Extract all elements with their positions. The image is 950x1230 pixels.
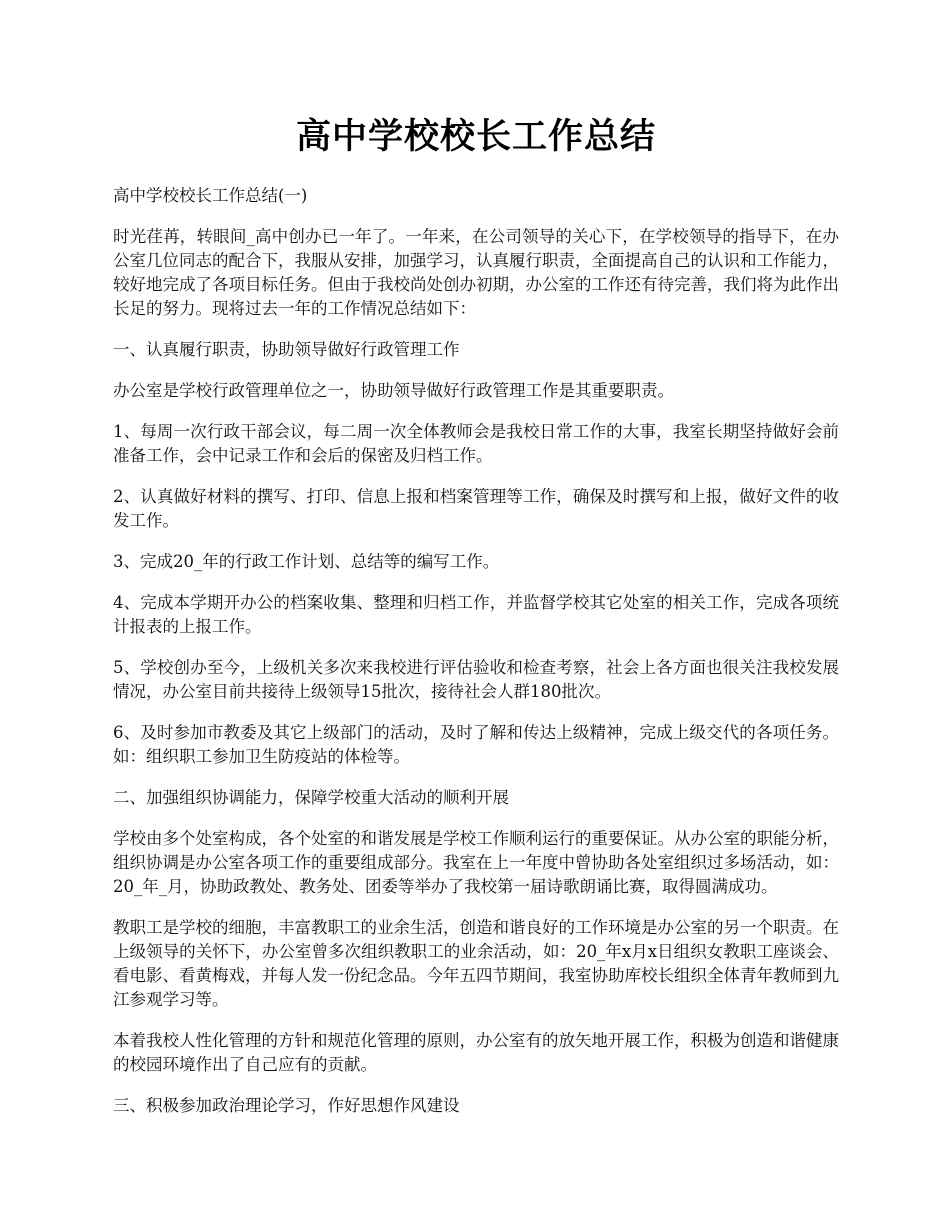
document-body [113,225,839,1118]
paragraph: 3、完成20_年的行政工作计划、总结等的编写工作。 [113,552,500,571]
paragraph: 办公室是学校行政管理单位之一，协助领导做好行政管理工作是其重要职责。 [113,381,674,400]
document-subtitle: 高中学校校长工作总结(一) [113,186,308,205]
paragraph: 学校由多个处室构成，各个处室的和谐发展是学校工作顺利运行的重要保证。从办公室的职能分析，组织协调是办公室各项工作的重要组成部分。我室在上一年度中曾协助各处室组织过多场活动，如：20_年_月，协助政教处、教务处、团委等举办了我校第一届诗歌朗诵比赛，取得圆满成功。 [113,829,839,896]
paragraph: 2、认真做好材料的撰写、打印、信息上报和档案管理等工作，确保及时撰写和上报，做好文件的收发工作。 [113,487,839,530]
paragraph: 5、学校创办至今，上级机关多次来我校进行评估验收和检查考察，社会上各方面也很关注我校发展情况，办公室目前共接待上级领导15批次，接待社会人群180批次。 [113,658,839,701]
paragraph: 4、完成本学期开办公的档案收集、整理和归档工作，并监督学校其它处室的相关工作，完成各项统计报表的上报工作。 [113,593,839,636]
paragraph: 1、每周一次行政干部会议，每二周一次全体教师会是我校日常工作的大事，我室长期坚持做好会前准备工作，会中记录工作和会后的保密及归档工作。 [113,422,839,465]
section-heading: 二、加强组织协调能力，保障学校重大活动的顺利开展 [113,788,509,807]
paragraph: 教职工是学校的细胞，丰富教职工的业余生活，创造和谐良好的工作环境是办公室的另一个职责。在上级领导的关怀下，办公室曾多次组织教职工的业余活动，如：20_年x月x日组织女教职工座谈会、看电影、看黄梅戏，并每人发一份纪念品。今年五四节期间，我室协助库校长组织全体青年教师到九江参观学习等。 [113,918,839,1009]
paragraph: 6、及时参加市教委及其它上级部门的活动，及时了解和传达上级精神，完成上级交代的各项任务。如：组织职工参加卫生防疫站的体检等。 [113,723,839,766]
paragraph: 时光荏苒，转眼间_高中创办已一年了。一年来，在公司领导的关心下，在学校领导的指导下，在办公室几位同志的配合下，我服从安排，加强学习，认真履行职责，全面提高自己的认识和工作能力，较好地完成了各项目标任务。但由于我校尚处创办初期，办公室的工作还有待完善，我们将为此作出长足的努力。现将过去一年的工作情况总结如下： [113,227,839,318]
paragraph: 本着我校人性化管理的方针和规范化管理的原则，办公室有的放矢地开展工作，积极为创造和谐健康的校园环境作出了自己应有的贡献。 [113,1031,839,1074]
document-title: 高中学校校长工作总结 [295,116,656,157]
section-heading: 三、积极参加政治理论学习，作好思想作风建设 [113,1096,460,1115]
section-heading: 一、认真履行职责，协助领导做好行政管理工作 [113,340,460,359]
document-page [113,112,839,1135]
